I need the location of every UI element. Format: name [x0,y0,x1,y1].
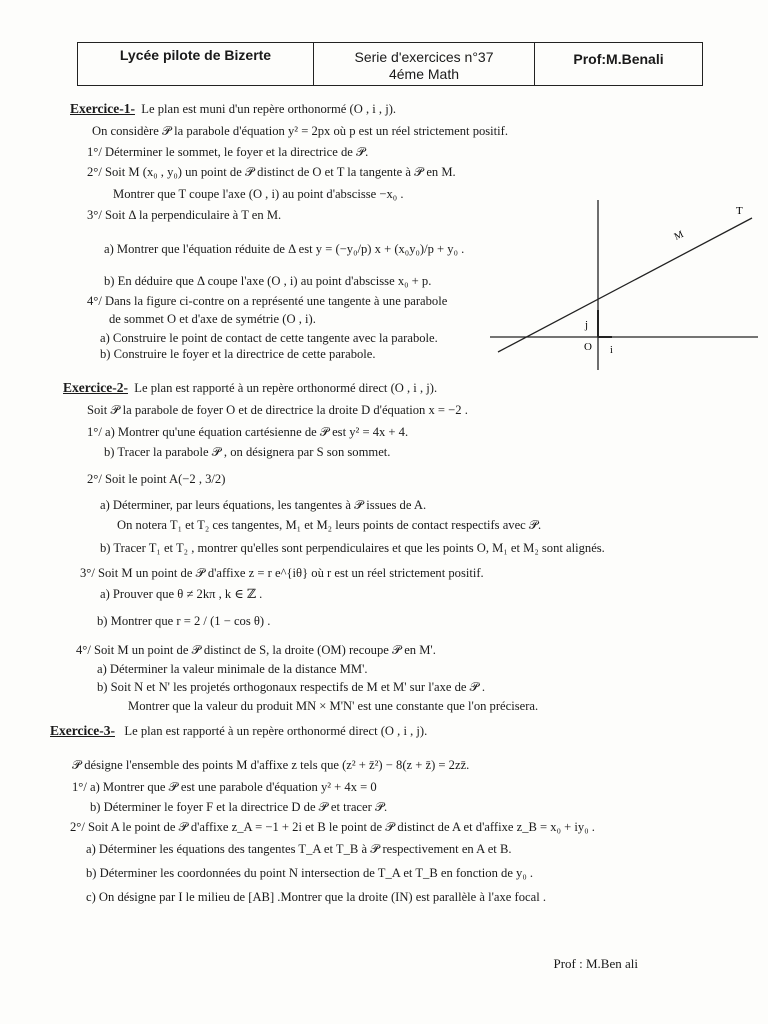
ex3-line: a) Déterminer les équations des tangentes T_A et T_B à 𝒫 respectivement en A et B. [86,842,512,856]
ex2-line: 3°/ Soit M un point de 𝒫 d'affixe z = r e^{iθ} où r est un réel strictement positif. [80,566,484,580]
ex1-line: b) En déduire que Δ coupe l'axe (O , i) au point d'abscisse x₀ + p. [104,274,432,288]
ex2-line: a) Prouver que θ ≠ 2kπ , k ∈ ℤ . [100,587,263,601]
ex2-line: a) Déterminer la valeur minimale de la distance MM'. [97,662,368,676]
tangent-figure [490,200,760,370]
ex1-line: 1°/ Déterminer le sommet, le foyer et la directrice de 𝒫. [87,145,369,159]
label-T: T [736,205,743,217]
ex3-line: 2°/ Soit A le point de 𝒫 d'affixe z_A = −1 + 2i et B le point de 𝒫 distinct de A et d'affixe z_B = x₀ + iy₀ . [70,820,595,834]
header-table [77,42,703,86]
ex2-line: Soit 𝒫 la parabole de foyer O et de directrice la droite D d'équation x = −2 . [87,403,468,417]
series-number: Serie d'exercices n°37 [354,49,494,65]
ex2-line: b) Montrer que r = 2 / (1 − cos θ) . [97,614,271,628]
school-name: Lycée pilote de Bizerte [119,47,272,63]
signature: Prof : M.Ben ali [553,956,638,971]
exercise-3-intro: Exercice-3- Le plan est rapporté à un repère orthonormé direct (O , i , j). [50,723,428,738]
ex1-line: 3°/ Soit Δ la perpendiculaire à T en M. [87,208,282,222]
exercise-1-title: Exercice-1- [70,101,135,116]
exercise-3-title: Exercice-3- [50,723,115,738]
header-teacher-cell [535,43,702,85]
label-O: O [584,341,592,353]
ex2-line: 1°/ a) Montrer qu'une équation cartésienne de 𝒫 est y² = 4x + 4. [87,425,409,439]
ex1-line: 4°/ Dans la figure ci-contre on a représenté une tangente à une parabole [87,294,448,308]
header-school-cell [78,43,314,85]
ex3-line: 1°/ a) Montrer que 𝒫 est une parabole d'équation y² + 4x = 0 [72,780,377,794]
ex2-line: b) Soit N et N' les projetés orthogonaux respectifs de M et M' sur l'axe de 𝒫 . [97,680,486,694]
ex1-line: a) Montrer que l'équation réduite de Δ est y = (−y₀/p) x + (x₀y₀)/p + y₀ . [104,242,465,256]
ex2-line: b) Tracer T₁ et T₂ , montrer qu'elles sont perpendiculaires et que les points O, M₁ et M₂ sont alignés. [100,541,605,555]
exercise-1-intro: Exercice-1- Le plan est muni d'un repère orthonormé (O , i , j). [70,101,397,116]
ex1-line: a) Construire le point de contact de cette tangente avec la parabole. [100,331,438,345]
ex1-line: 2°/ Soit M (x₀ , y₀) un point de 𝒫 distinct de O et T la tangente à 𝒫 en M. [87,165,456,179]
ex3-line: 𝒫 désigne l'ensemble des points M d'affixe z tels que (z² + z̄²) − 8(z + z̄) = 2zz̄. [72,758,470,772]
ex2-line: 2°/ Soit le point A(−2 , 3/2) [87,472,226,486]
ex2-line: On notera T₁ et T₂ ces tangentes, M₁ et M₂ leurs points de contact respectifs avec 𝒫. [117,518,542,532]
ex3-line: c) On désigne par I le milieu de [AB] .Montrer que la droite (IN) est parallèle à l'axe focal . [86,890,547,904]
ex2-line: a) Déterminer, par leurs équations, les tangentes à 𝒫 issues de A. [100,498,427,512]
ex1-line: de sommet O et d'axe de symétrie (O , i). [109,312,316,326]
ex1-line: b) Construire le foyer et la directrice de cette parabole. [100,347,376,361]
label-j: j [585,319,589,331]
ex3-line: b) Déterminer le foyer F et la directrice D de 𝒫 et tracer 𝒫. [90,800,388,814]
ex2-line: Montrer que la valeur du produit MN × M'N' est une constante que l'on précisera. [128,699,539,713]
ex2-line: b) Tracer la parabole 𝒫 , on désignera par S son sommet. [104,445,391,459]
label-M: M [672,228,686,243]
label-i: i [610,345,613,356]
ex1-line: On considère 𝒫 la parabole d'équation y² = 2px où p est un réel strictement positif. [92,124,509,138]
header-series-cell [314,43,535,85]
exercise-2-title: Exercice-2- [63,380,128,395]
tangent-line [498,218,752,352]
exercise-2-intro: Exercice-2- Le plan est rapporté à un repère orthonormé direct (O , i , j). [63,380,438,395]
ex3-line: b) Déterminer les coordonnées du point N intersection de T_A et T_B en fonction de y₀ . [86,866,534,880]
teacher-name: Prof:M.Benali [573,51,664,67]
ex2-line: 4°/ Soit M un point de 𝒫 distinct de S, la droite (OM) recoupe 𝒫 en M'. [76,643,436,657]
class-level: 4éme Math [388,66,460,82]
ex1-line: Montrer que T coupe l'axe (O , i) au point d'abscisse −x₀ . [113,187,404,201]
